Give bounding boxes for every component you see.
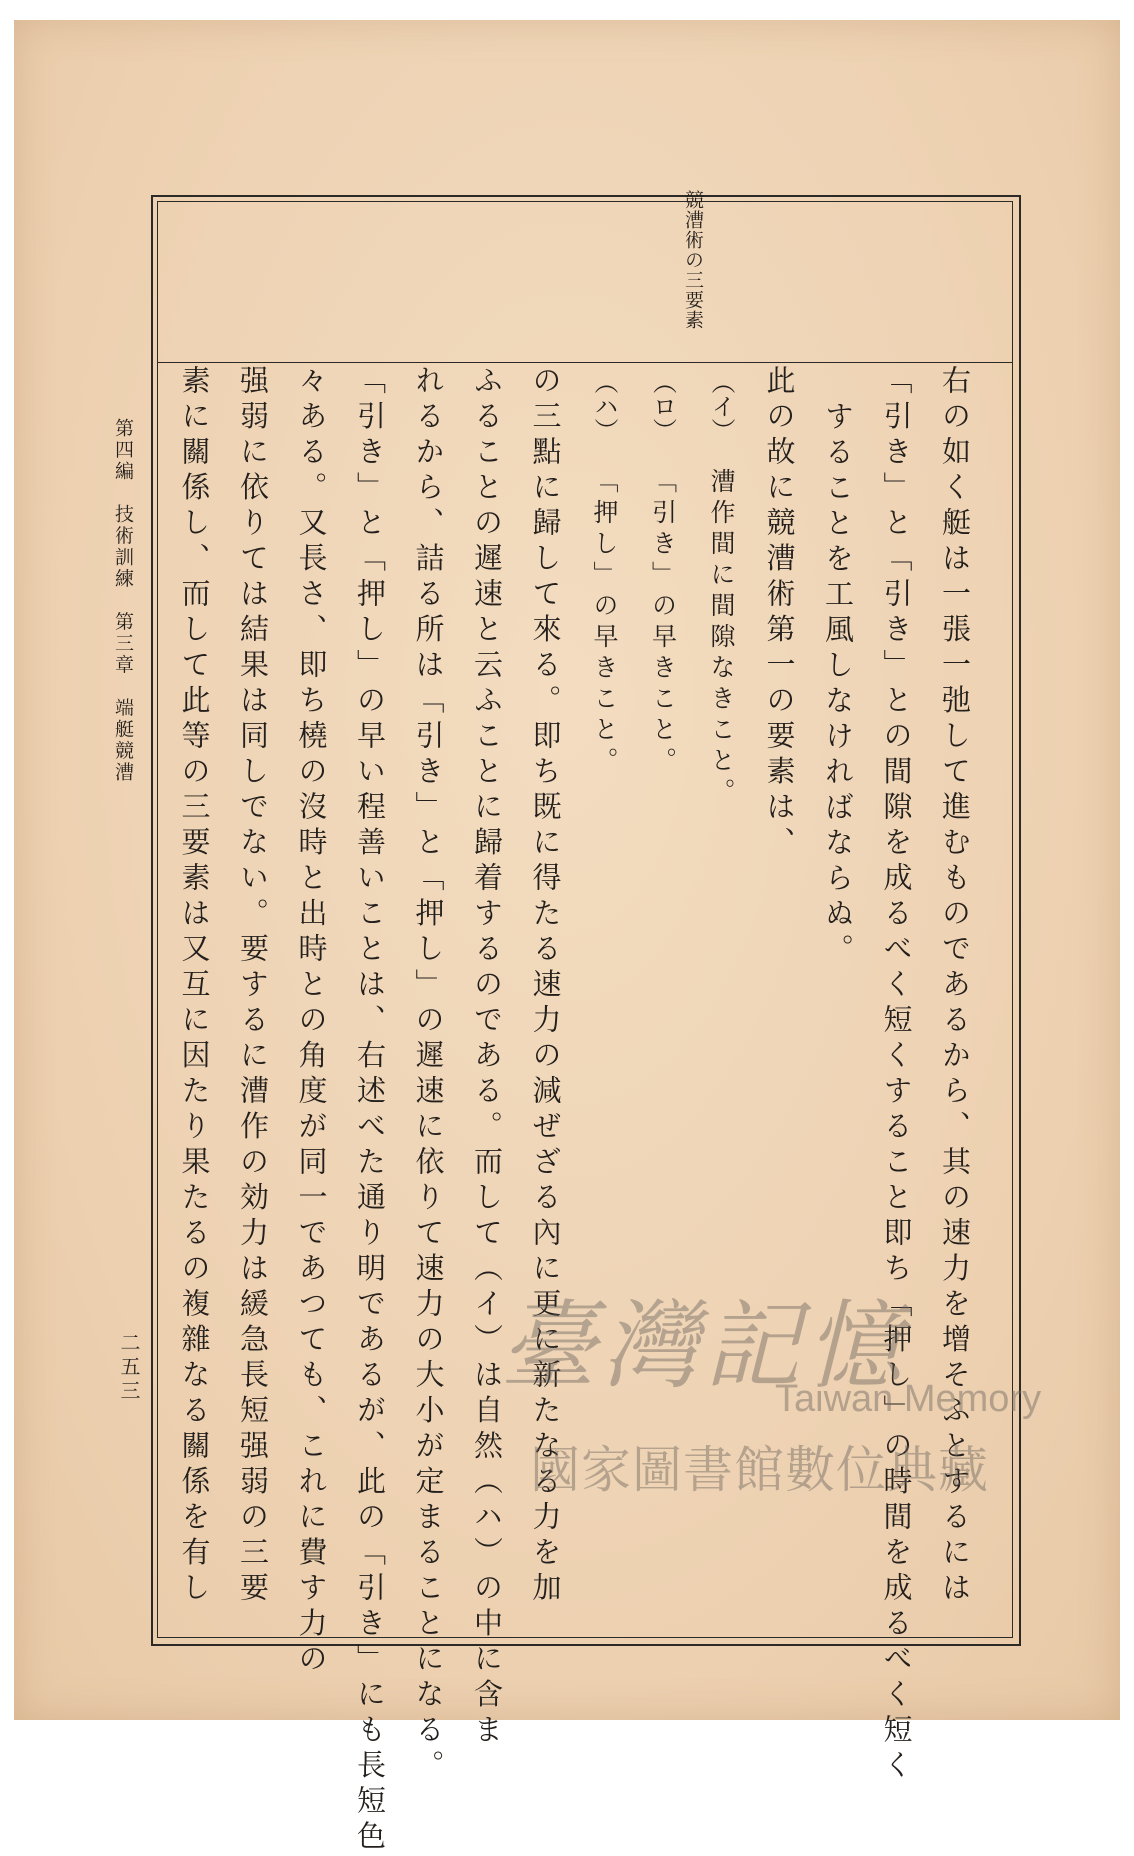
list-item bbox=[633, 365, 692, 1605]
list-item bbox=[575, 365, 634, 1605]
body-column: 此の故に競漕術第一の要素は、 bbox=[762, 365, 797, 862]
body-column: 强弱に依りては結果は同しでない。要するに漕作の効力は緩急長短强弱の三要 bbox=[236, 365, 270, 1608]
section-heading: 競漕術の三要素 bbox=[682, 190, 704, 330]
watermark-script: 臺灣記憶 bbox=[500, 1290, 908, 1402]
list-item-label: （ロ） bbox=[648, 370, 677, 442]
list-item-label: （ハ） bbox=[590, 370, 618, 442]
body-column: 「引き」と「引き」との間隙を成るべく短くすること即ち「押し」の時間を成るべく短く bbox=[879, 365, 914, 1785]
body-column: ふることの遲速と云ふことに歸着するのである。而して（イ）は自然（ハ）の中に含ま bbox=[470, 365, 504, 1750]
body-column: 素に關係し、而して此等の三要素は又互に因たり果たるの複雜なる關係を有し bbox=[177, 365, 212, 1608]
list-item bbox=[692, 365, 751, 1605]
body-column: 々ある。又長さ、即ち橈の沒時と出時との角度が同一であつても、これに費す力の bbox=[294, 365, 329, 1679]
list-item-text: 「引き」の早きこと。 bbox=[648, 468, 678, 778]
body-column: 右の如く艇は一張一弛して進むものであるから、其の速力を增そふとするには bbox=[938, 365, 972, 1608]
body-column: の三點に歸して來る。即ち既に得たる速力の減ぜざる內に更に新たなる力を加 bbox=[528, 365, 563, 1608]
body-column: 「引き」と「押し」の早い程善いことは、右述べた通り明であるが、此の「引き」にも長短色 bbox=[353, 365, 387, 1856]
list-item-label: （イ） bbox=[707, 370, 735, 442]
header-rule bbox=[157, 362, 1012, 363]
list-item-text: 漕作間に間隙なきこと。 bbox=[707, 468, 736, 809]
chapter-running-head: 第四編 技術訓練 第三章 端艇競漕 bbox=[112, 418, 134, 784]
page-number: 二五三 bbox=[117, 1332, 141, 1404]
body-text bbox=[165, 365, 984, 1856]
watermark-english: Taiwan Memory bbox=[775, 1378, 1042, 1420]
body-column: することを工風しなければならぬ。 bbox=[821, 401, 855, 969]
body-column: れるから、詰る所は「引き」と「押し」の遲速に依りて速力の大小が定まることになる。 bbox=[411, 365, 446, 1785]
list-item-text: 「押し」の早きこと。 bbox=[590, 468, 619, 778]
watermark-chinese: 國家圖書館數位典藏 bbox=[530, 1441, 989, 1499]
